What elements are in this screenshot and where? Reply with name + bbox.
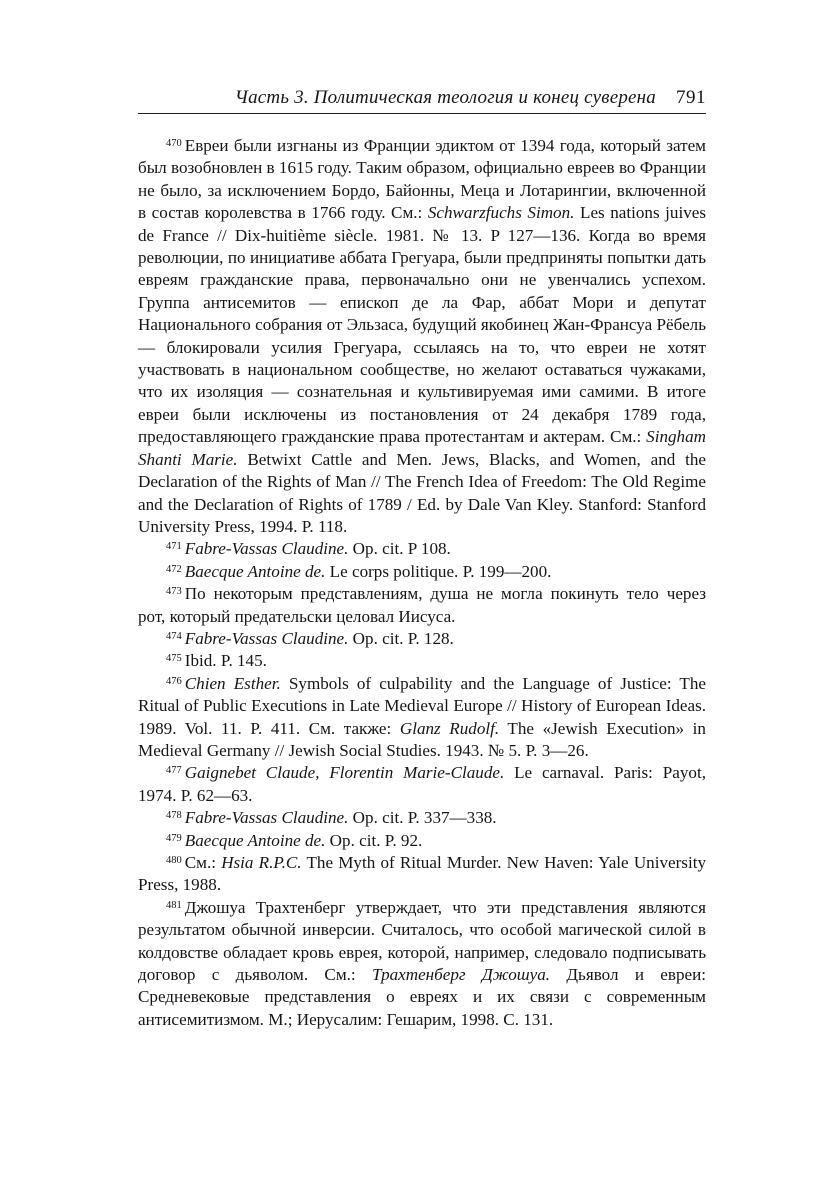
endnote-number: 478 (166, 810, 182, 822)
endnote-number: 472 (166, 563, 182, 575)
endnote-480 (138, 852, 706, 897)
endnote-author: Baecque Antoine de. (184, 561, 326, 581)
endnote-author: Fabre-Vassas Claudine. (184, 628, 349, 648)
running-header (138, 86, 706, 114)
endnote-text: Op. cit. P 108. (348, 539, 451, 559)
endnote-text: Les nations juives de France // Dix-huitième siècle. 1981. № 13. P 127—136. Когда во время революции, по инициативе аббата Грегуара, были предприняты попытки дать евреям гражданские права, первоначально они не увенчались успехом. Группа антисемитов — епископ де ла Фар, аббат Мори и депутат Национального собрания от Эльзаса, будущий якобинец Жан-Франсуа Рёбель — блокировали усилия Грегуара, ссылаясь на то, что евреи не хотят участвовать в национальном сообществе, но желают оставаться чужаками, что их изоляция — сознательная и культивируемая ими самими. В итоге евреи были исключены из постановления от 24 декабря 1789 года, предоставляющего гражданские права протестантам и актерам. См.: (138, 203, 707, 447)
endnote-author: Schwarzfuchs Simon. (427, 203, 575, 223)
endnote-text: Op. cit. P. 92. (325, 830, 423, 850)
endnote-text: По некоторым представлениям, душа не могла покинуть тело через рот, который предательски целовал Иисуса. (138, 584, 706, 626)
endnote-text: The Myth of Ritual Murder. New Haven: Yale University Press, 1988. (138, 853, 706, 895)
endnote-author: Трахтенберг Джошуа. (371, 965, 551, 985)
endnote-470 (138, 135, 706, 538)
endnotes-list (138, 135, 706, 1031)
endnote-number: 474 (166, 630, 182, 642)
book-page (138, 86, 706, 1031)
endnote-text: Евреи были изгнаны из Франции эдиктом от 1394 года, который затем был возобновлен в 1615 году. Таким образом, официально евреев во Франции не было, за исключением Бордо, Байонны, Меца и Лотарингии, включенной в состав королевства в 1766 году. См.: (138, 136, 706, 223)
endnote-author: Hsia R.P.C. (221, 853, 302, 872)
endnote-text: The «Jewish Execution» in Medieval Germany // Jewish Social Studies. 1943. № 5. P. 3—26. (138, 718, 706, 760)
endnote-number: 475 (166, 653, 182, 665)
endnote-476 (138, 673, 706, 763)
endnote-478 (138, 807, 706, 829)
endnote-author: Chien Esther. (184, 673, 281, 693)
endnote-author: Gaignebet Claude, Florentin Marie-Claude. (184, 763, 505, 783)
endnote-author: Baecque Antoine de. (184, 830, 326, 850)
endnote-author: Fabre-Vassas Claudine. (184, 539, 349, 559)
endnote-author: Fabre-Vassas Claudine. (184, 808, 349, 828)
endnote-number: 481 (166, 899, 182, 911)
endnote-number: 476 (166, 675, 182, 687)
endnote-number: 480 (166, 855, 182, 866)
endnote-text: Le carnaval. Paris: Payot, 1974. P. 62—63. (138, 763, 706, 805)
endnote-473 (138, 583, 706, 628)
endnote-number: 473 (166, 586, 182, 598)
endnote-author: Glanz Rudolf. (399, 718, 500, 738)
endnote-number: 471 (166, 541, 182, 553)
endnote-472 (138, 561, 706, 583)
endnote-481 (138, 897, 706, 1031)
endnote-text: Дьявол и евреи: Средневековые представления о евреях и их связи с современным антисемитизмом. М.; Иерусалим: Гешарим, 1998. С. 131. (138, 965, 706, 1029)
endnote-474 (138, 628, 706, 650)
endnote-number: 470 (166, 138, 182, 149)
endnote-text: Le corps politique. P. 199—200. (325, 561, 552, 581)
endnote-number: 479 (166, 832, 182, 844)
endnote-475 (138, 650, 706, 672)
endnote-text: Джошуа Трахтенберг утверждает, что эти представления являются результатом обычной инверсии. Считалось, что особой магической силой в колдовстве обладает кровь еврея, которой, например, следовало подписывать договор с дьяволом. См.: (138, 897, 706, 985)
endnote-author: Singham Shanti Marie. (138, 427, 706, 469)
endnote-text: См.: (184, 853, 222, 872)
endnote-text: Symbols of culpability and the Language of Justice: The Ritual of Public Executions in Late Medieval Europe // History of European Ideas. 1989. Vol. 11. P. 411. См. также: (138, 673, 706, 738)
endnote-477 (138, 762, 706, 807)
endnote-text: Op. cit. P. 128. (348, 628, 454, 648)
endnote-text: Betwixt Cattle and Men. Jews, Blacks, and Women, and the Declaration of the Rights of Man // The French Idea of Freedom: The Old Regime and the Declaration of Rights of 1789 / Ed. by Dale Van Kley. Stanford: Stanford University Press, 1994. P. 118. (138, 449, 706, 536)
endnote-text: Ibid. P. 145. (184, 651, 267, 671)
running-title: Часть 3. Политическая теология и конец суверена (234, 87, 656, 108)
endnote-471 (138, 538, 706, 560)
endnote-text: Op. cit. P. 337—338. (348, 808, 497, 828)
endnote-479 (138, 830, 706, 852)
page-number: 791 (676, 87, 706, 108)
endnote-number: 477 (166, 765, 182, 777)
